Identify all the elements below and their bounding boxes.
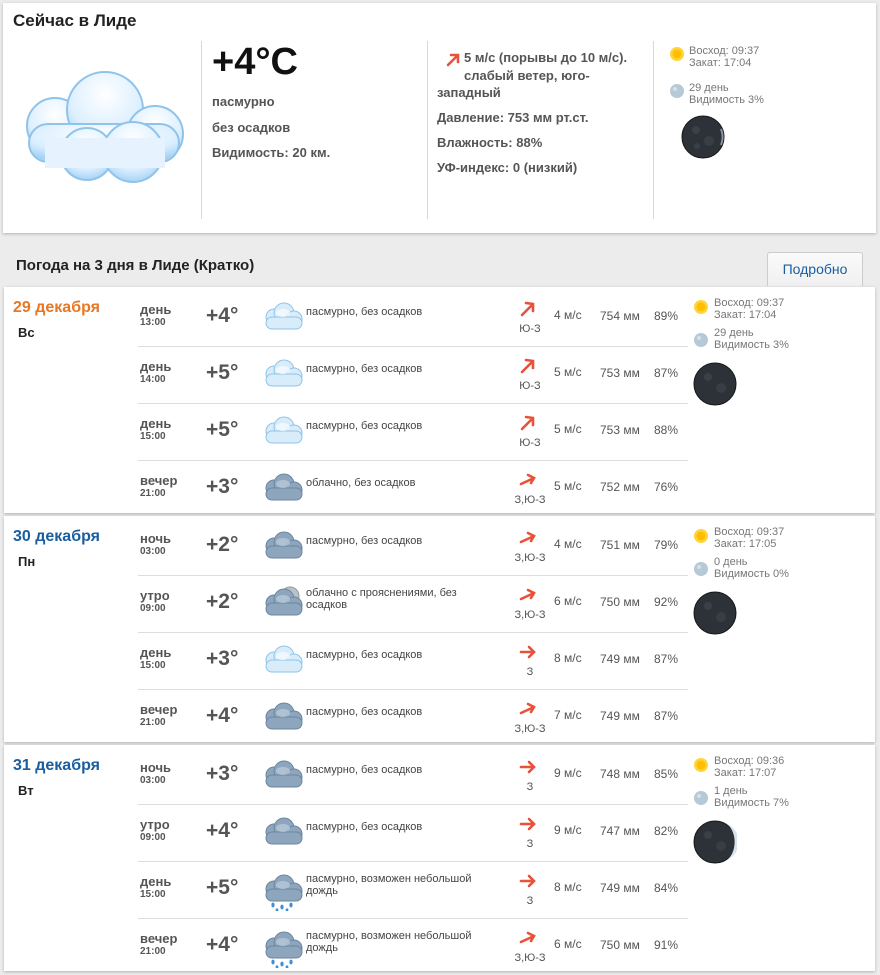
- period-time: 13:00: [140, 317, 166, 328]
- pressure: 753 мм: [600, 423, 640, 437]
- moon-visibility: Видимость 7%: [714, 797, 789, 809]
- forecast-row: [138, 575, 688, 633]
- humidity: 84%: [654, 881, 679, 895]
- row-temperature: +2°: [206, 590, 239, 613]
- wind-direction: З,Ю-З: [514, 723, 546, 735]
- period-label: день: [140, 302, 172, 317]
- moon-day: 1 день: [714, 785, 748, 797]
- forecast-row: [138, 460, 688, 517]
- current-wind: 5 м/с (порывы до 10 м/с).: [464, 50, 628, 65]
- humidity: 76%: [654, 480, 679, 494]
- sun-icon: [693, 299, 709, 320]
- moon-phase-icon: [693, 820, 737, 869]
- day-card: [4, 287, 875, 513]
- period-time: 15:00: [140, 889, 166, 900]
- row-temperature: +5°: [206, 418, 239, 441]
- row-condition: облачно, без осадков: [306, 477, 416, 489]
- period-time: 09:00: [140, 603, 166, 614]
- rain-cloud-icon: [262, 928, 304, 973]
- row-condition: пасмурно, возможен небольшой дождь: [306, 930, 472, 954]
- row-condition: пасмурно, без осадков: [306, 821, 423, 833]
- cloudy-icon: [262, 528, 304, 573]
- sunrise-time: Восход: 09:36: [714, 755, 785, 767]
- wind-speed: 4 м/с: [554, 308, 582, 322]
- period-label: вечер: [140, 702, 178, 717]
- row-condition: облачно с прояснениями, без осадков: [306, 587, 457, 611]
- wind-speed: 7 м/с: [554, 708, 582, 722]
- wind-direction: З: [526, 895, 534, 907]
- period-label: ночь: [140, 531, 172, 546]
- sun-icon: [669, 46, 685, 67]
- current-precipitation: без осадков: [212, 120, 291, 135]
- cloudy-icon: [262, 699, 304, 744]
- wind-direction-arrow-icon: [519, 472, 537, 493]
- current-wind-desc: слабый ветер, юго-: [464, 68, 590, 83]
- row-temperature: +2°: [206, 533, 239, 556]
- overcast-cloud-icon: [262, 356, 304, 401]
- day-card: [4, 516, 875, 742]
- wind-direction: З: [526, 666, 534, 678]
- period-label: день: [140, 359, 172, 374]
- forecast-row: [138, 518, 688, 576]
- humidity: 89%: [654, 309, 679, 323]
- pressure: 747 мм: [600, 824, 640, 838]
- day-date: 30 декабря: [13, 528, 100, 545]
- wind-direction-arrow-icon: [519, 587, 537, 608]
- wind-speed: 9 м/с: [554, 823, 582, 837]
- row-condition: пасмурно, без осадков: [306, 306, 423, 318]
- small-moon-icon: [693, 561, 709, 582]
- moon-phase-icon: [693, 591, 737, 640]
- sunrise-time: Восход: 09:37: [714, 297, 785, 309]
- pressure: 753 мм: [600, 366, 640, 380]
- row-temperature: +4°: [206, 933, 239, 956]
- moon-phase-icon: [681, 115, 725, 164]
- row-condition: пасмурно, без осадков: [306, 420, 423, 432]
- wind-direction: Ю-З: [519, 437, 541, 449]
- row-condition: пасмурно, без осадков: [306, 649, 423, 661]
- overcast-cloud-icon: [262, 642, 304, 687]
- moon-visibility: Видимость 0%: [714, 568, 789, 580]
- sun-icon: [693, 757, 709, 778]
- day-of-week: Вт: [18, 783, 34, 798]
- humidity: 82%: [654, 824, 679, 838]
- forecast-row: [138, 632, 688, 690]
- cloudy-icon: [262, 470, 304, 515]
- humidity: 91%: [654, 938, 679, 952]
- sun-icon: [693, 528, 709, 549]
- forecast-title: Погода на 3 дня в Лиде (Кратко): [16, 257, 255, 274]
- wind-direction: Ю-З: [519, 380, 541, 392]
- partly-cloudy-moon-icon: [262, 585, 304, 630]
- pressure: 752 мм: [600, 480, 640, 494]
- sunrise-time: Восход: 09:37: [689, 45, 760, 57]
- wind-direction: Ю-З: [519, 323, 541, 335]
- wind-direction-arrow-icon: [519, 644, 537, 665]
- period-time: 21:00: [140, 946, 166, 957]
- current-weather-card: [3, 3, 876, 233]
- row-condition: пасмурно, без осадков: [306, 363, 423, 375]
- row-temperature: +4°: [206, 704, 239, 727]
- rain-cloud-icon: [262, 871, 304, 916]
- current-visibility: Видимость: 20 км.: [212, 145, 331, 160]
- period-label: ночь: [140, 760, 172, 775]
- pressure: 750 мм: [600, 938, 640, 952]
- period-label: день: [140, 645, 172, 660]
- small-moon-icon: [693, 332, 709, 353]
- wind-speed: 6 м/с: [554, 937, 582, 951]
- wind-direction-arrow-icon: [519, 873, 537, 894]
- forecast-row: [138, 918, 688, 975]
- forecast-row: [138, 403, 688, 461]
- pressure: 749 мм: [600, 881, 640, 895]
- row-temperature: +5°: [206, 876, 239, 899]
- period-label: вечер: [140, 473, 178, 488]
- overcast-cloud-icon: [262, 413, 304, 458]
- period-label: утро: [140, 817, 170, 832]
- moon-day: 29 день: [689, 82, 729, 94]
- sunrise-time: Восход: 09:37: [714, 526, 785, 538]
- period-label: день: [140, 874, 172, 889]
- forecast-row: [138, 747, 688, 805]
- day-of-week: Пн: [18, 554, 36, 569]
- wind-direction-arrow-icon: [519, 415, 537, 436]
- pressure: 749 мм: [600, 652, 640, 666]
- sunset-time: Закат: 17:04: [714, 309, 777, 321]
- small-moon-icon: [693, 790, 709, 811]
- wind-direction: З: [526, 781, 534, 793]
- row-condition: пасмурно, без осадков: [306, 535, 423, 547]
- wind-speed: 8 м/с: [554, 651, 582, 665]
- current-uv-index: УФ-индекс: 0 (низкий): [437, 160, 578, 175]
- humidity: 87%: [654, 366, 679, 380]
- wind-direction-arrow-icon: [519, 816, 537, 837]
- forecast-row: [138, 689, 688, 746]
- humidity: 92%: [654, 595, 679, 609]
- period-label: вечер: [140, 931, 178, 946]
- wind-direction-arrow-icon: [519, 530, 537, 551]
- forecast-row: [138, 804, 688, 862]
- wind-speed: 5 м/с: [554, 479, 582, 493]
- day-date: 31 декабря: [13, 757, 100, 774]
- row-temperature: +3°: [206, 647, 239, 670]
- wind-direction-arrow-icon: [519, 759, 537, 780]
- wind-direction: З: [526, 838, 534, 850]
- wind-speed: 4 м/с: [554, 537, 582, 551]
- wind-direction-arrow-icon: [519, 301, 537, 322]
- divider: [427, 41, 428, 219]
- wind-direction-arrow-icon: [445, 52, 461, 73]
- moon-day: 0 день: [714, 556, 748, 568]
- humidity: 85%: [654, 767, 679, 781]
- divider: [201, 41, 202, 219]
- wind-direction-arrow-icon: [519, 358, 537, 379]
- wind-speed: 8 м/с: [554, 880, 582, 894]
- period-time: 03:00: [140, 546, 166, 557]
- row-condition: пасмурно, без осадков: [306, 706, 423, 718]
- wind-direction: З,Ю-З: [514, 552, 546, 564]
- wind-direction: З,Ю-З: [514, 952, 546, 964]
- forecast-row: [138, 861, 688, 919]
- forecast-row: [138, 346, 688, 404]
- pressure: 750 мм: [600, 595, 640, 609]
- moon-visibility: Видимость 3%: [714, 339, 789, 351]
- overcast-cloud-icon: [262, 299, 304, 344]
- pressure: 748 мм: [600, 767, 640, 781]
- wind-direction-arrow-icon: [519, 701, 537, 722]
- details-button[interactable]: Подробно: [767, 252, 863, 286]
- humidity: 87%: [654, 652, 679, 666]
- day-card: [4, 745, 875, 971]
- wind-direction: З,Ю-З: [514, 494, 546, 506]
- period-time: 09:00: [140, 832, 166, 843]
- sunset-time: Закат: 17:07: [714, 767, 777, 779]
- period-time: 14:00: [140, 374, 166, 385]
- period-label: утро: [140, 588, 170, 603]
- period-time: 15:00: [140, 660, 166, 671]
- current-humidity: Влажность: 88%: [437, 135, 543, 150]
- cloudy-icon: [262, 814, 304, 859]
- pressure: 754 мм: [600, 309, 640, 323]
- cloudy-icon: [262, 757, 304, 802]
- period-time: 21:00: [140, 488, 166, 499]
- period-time: 21:00: [140, 717, 166, 728]
- pressure: 751 мм: [600, 538, 640, 552]
- overcast-cloud-icon: [15, 68, 187, 195]
- small-moon-icon: [669, 83, 685, 104]
- moon-phase-icon: [693, 362, 737, 411]
- sunset-time: Закат: 17:04: [689, 57, 752, 69]
- wind-speed: 9 м/с: [554, 766, 582, 780]
- humidity: 88%: [654, 423, 679, 437]
- day-date: 29 декабря: [13, 299, 100, 316]
- wind-speed: 5 м/с: [554, 422, 582, 436]
- wind-direction: З,Ю-З: [514, 609, 546, 621]
- humidity: 87%: [654, 709, 679, 723]
- current-wind-desc-2: западный: [437, 85, 501, 100]
- moon-day: 29 день: [714, 327, 754, 339]
- wind-direction-arrow-icon: [519, 930, 537, 951]
- wind-speed: 6 м/с: [554, 594, 582, 608]
- current-weather-title: Сейчас в Лиде: [13, 11, 137, 30]
- row-condition: пасмурно, без осадков: [306, 764, 423, 776]
- forecast-row: [138, 289, 688, 347]
- wind-speed: 5 м/с: [554, 365, 582, 379]
- row-temperature: +3°: [206, 475, 239, 498]
- row-temperature: +5°: [206, 361, 239, 384]
- row-condition: пасмурно, возможен небольшой дождь: [306, 873, 472, 897]
- current-temperature: +4°C: [212, 41, 298, 83]
- row-temperature: +3°: [206, 762, 239, 785]
- moon-visibility: Видимость 3%: [689, 94, 764, 106]
- sunset-time: Закат: 17:05: [714, 538, 777, 550]
- divider: [653, 41, 654, 219]
- humidity: 79%: [654, 538, 679, 552]
- day-of-week: Вс: [18, 325, 35, 340]
- pressure: 749 мм: [600, 709, 640, 723]
- period-time: 15:00: [140, 431, 166, 442]
- current-pressure: Давление: 753 мм рт.ст.: [437, 110, 589, 125]
- period-label: день: [140, 416, 172, 431]
- row-temperature: +4°: [206, 304, 239, 327]
- period-time: 03:00: [140, 775, 166, 786]
- row-temperature: +4°: [206, 819, 239, 842]
- current-condition: пасмурно: [212, 94, 275, 109]
